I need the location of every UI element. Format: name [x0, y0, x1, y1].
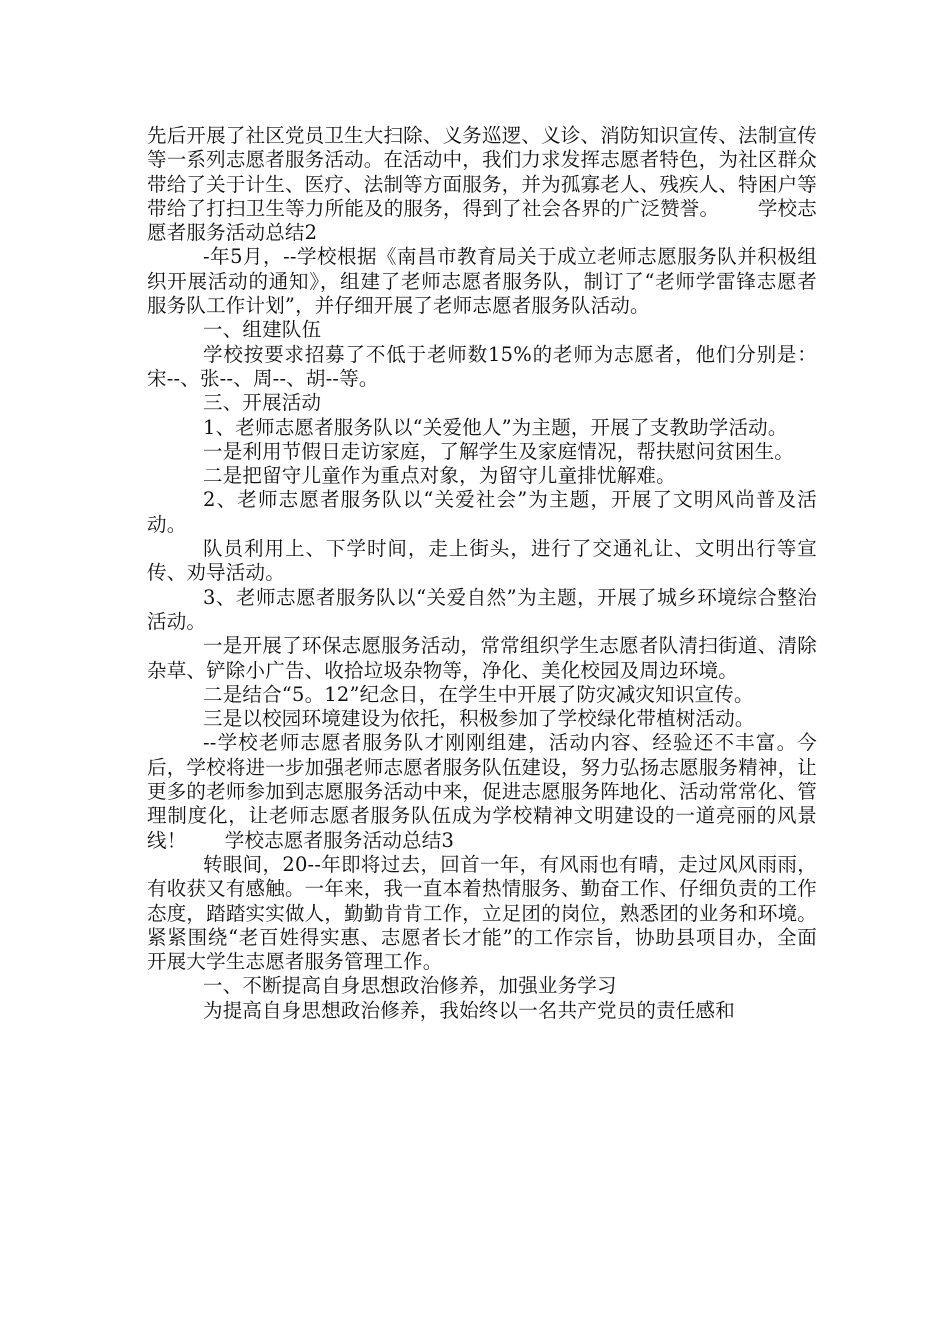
paragraph-8: 二是把留守儿童作为重点对象，为留守儿童排忧解难。 — [203, 464, 676, 488]
paragraph-6: 1、老师志愿者服务队以“关爱他人”为主题，开展了支教助学活动。 — [203, 415, 788, 439]
paragraph-10: 队员利用上、下学时间，走上街头，进行了交通礼让、文明出行等宣传、劝导活动。 — [147, 537, 817, 585]
paragraph-12: 一是开展了环保志愿服务活动，常常组织学生志愿者队清扫街道、清除杂草、铲除小广告、收拾垃圾杂物等，净化、美化校园及周边环境。 — [147, 634, 817, 682]
paragraph-15: --学校老师志愿者服务队才刚刚组建，活动内容、经验还不丰富。今后，学校将进一步加强老师志愿者服务队伍建设，努力弘扬志愿服务精神，让更多的老师参加到志愿服务活动中来，促进志愿服务阵地化、活动常常化、管理制度化，让老师志愿者服务队伍成为学校精神文明建设的一道亮丽的风景线！ 学校志愿者服务活动总结3 — [147, 731, 817, 852]
paragraph-7: 一是利用节假日走访家庭，了解学生及家庭情况，帮扶慰问贫困生。 — [203, 439, 795, 463]
section-heading-1: 一、组建队伍 — [203, 318, 322, 342]
paragraph-2: -年5月，--学校根据《南昌市教育局关于成立老师志愿服务队并积极组织开展活动的通知》，组建了老师志愿者服务队，制订了“老师学雷锋志愿者服务队工作计划”，并仔细开展了老师志愿者服务队活动。 — [147, 245, 817, 318]
paragraph-13: 二是结合“5。12”纪念日，在学生中开展了防灾减灾知识宣传。 — [203, 682, 754, 706]
paragraph-18: 为提高自身思想政治修养，我始终以一名共产党员的责任感和 — [203, 998, 735, 1022]
paragraph-4: 学校按要求招募了不低于老师数15%的老师为志愿者，他们分别是：宋--、张--、周--、胡--等。 — [147, 342, 817, 390]
document-body — [147, 124, 817, 1023]
paragraph-14: 三是以校园环境建设为依托，积极参加了学校绿化带植树活动。 — [203, 707, 755, 731]
paragraph-1: 先后开展了社区党员卫生大扫除、义务巡逻、义诊、消防知识宣传、法制宣传等一系列志愿者服务活动。在活动中，我们力求发挥志愿者特色，为社区群众带给了关于计生、医疗、法制等方面服务，并为孤寡老人、残疾人、特困户等带给了打扫卫生等力所能及的服务，得到了社会各界的广泛赞誉。 学校志愿者服务活动总结2 — [147, 124, 817, 245]
paragraph-11: 3、老师志愿者服务队以“关爱自然”为主题，开展了城乡环境综合整治活动。 — [147, 585, 817, 633]
paragraph-9: 2、老师志愿者服务队以“关爱社会”为主题，开展了文明风尚普及活动。 — [147, 488, 817, 536]
section-heading-3: 三、开展活动 — [203, 391, 322, 415]
section-heading-part-1: 一、不断提高自身思想政治修养，加强业务学习 — [203, 974, 617, 998]
paragraph-16: 转眼间，20--年即将过去，回首一年，有风雨也有晴，走过风风雨雨，有收获又有感触。一年来，我一直本着热情服务、勤奋工作、仔细负责的工作态度，踏踏实实做人，勤勤肯肯工作，立足团的岗位，熟悉团的业务和环境。紧紧围绕“老百姓得实惠、志愿者长才能”的工作宗旨，协助县项目办，全面开展大学生志愿者服务管理工作。 — [147, 852, 817, 974]
